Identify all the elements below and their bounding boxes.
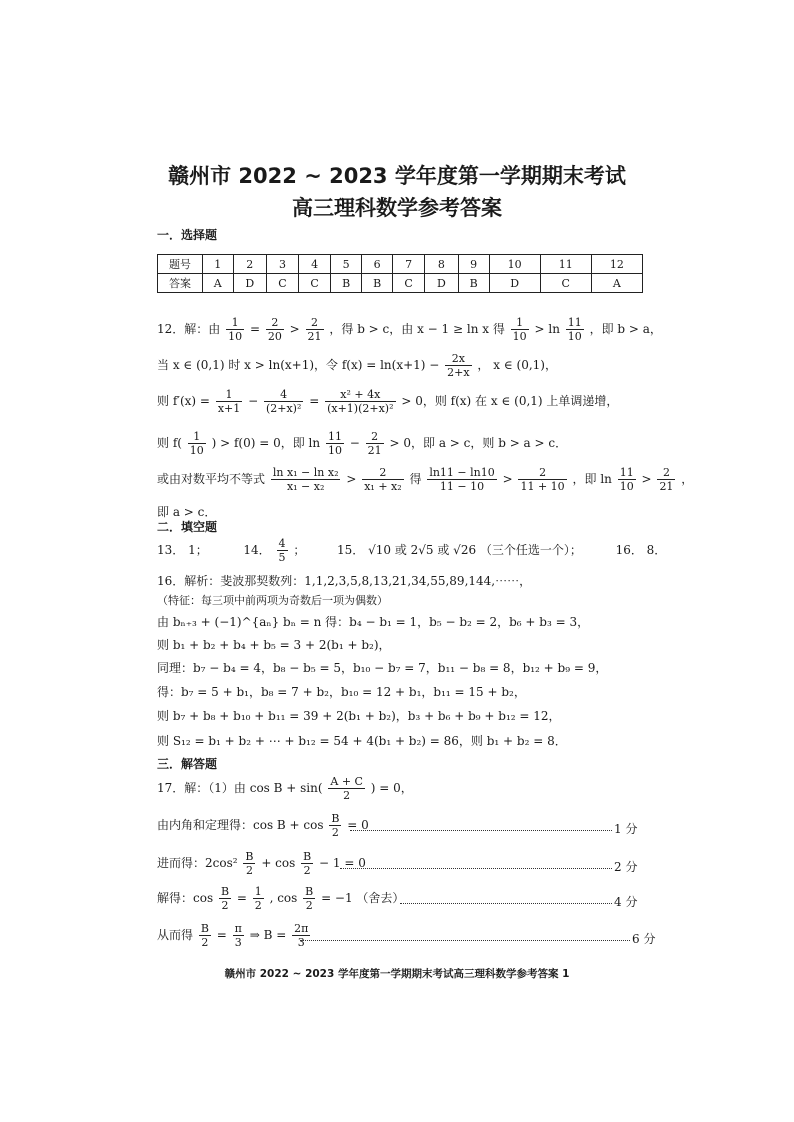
fraction: [362, 466, 403, 493]
fraction: [253, 885, 264, 912]
table-cell: B: [362, 274, 393, 293]
denominator: 2: [201, 936, 209, 949]
numerator: 2: [518, 466, 566, 480]
q17-line-1: [157, 775, 413, 802]
page-footer: 赣州市 2022 ~ 2023 学年度第一学期期末考试高三理科数学参考答案 1: [224, 968, 570, 980]
text: =: [216, 928, 227, 942]
q16-line-1: 16．解析：斐波那契数列：1,1,2,3,5,8,13,21,34,55,89,144,⋯⋯，: [157, 574, 532, 588]
numerator: A + C: [330, 775, 363, 788]
numerator: 2: [362, 466, 403, 480]
numerator: 2: [366, 430, 384, 444]
text: 则 f(: [157, 436, 182, 450]
fraction: [199, 922, 211, 949]
answer-15: 15． √10 或 2√5 或 √26 （三个任选一个）；: [337, 543, 582, 557]
denominator: 2+x: [447, 366, 470, 379]
table-cell: 1: [203, 255, 234, 274]
section-heading-choice: 一．选择题: [157, 228, 218, 242]
fraction: [306, 316, 324, 343]
score-label: 4 分: [614, 895, 638, 909]
table-header-cell: 答案: [158, 274, 203, 293]
q12-line-1: [157, 316, 662, 343]
q12-line-2: [157, 352, 557, 379]
q16-line-4: 则 b₁ + b₂ + b₄ + b₅ = 3 + 2(b₁ + b₂)，: [157, 638, 391, 652]
denominator: x₁ − x₂: [286, 480, 325, 493]
fraction: [301, 850, 313, 877]
text: ，得 b > c，由 x − 1 ≥ ln x 得: [329, 322, 505, 336]
fraction: [264, 388, 303, 415]
text: ， x ∈ (0,1)，: [477, 358, 557, 372]
fraction: [292, 922, 310, 949]
numerator: B: [331, 812, 340, 825]
denominator: x₁ + x₂: [364, 480, 402, 493]
leader-dots: [350, 830, 612, 831]
denominator: 10: [512, 330, 527, 343]
denominator: 11 + 10: [520, 480, 565, 493]
denominator: 10: [619, 480, 634, 493]
text: , cos: [269, 891, 298, 905]
denominator: 3: [234, 936, 242, 949]
numerator: B: [200, 922, 209, 935]
denominator: 10: [327, 444, 342, 457]
text: 由内角和定理得：cos B + cos: [157, 818, 324, 832]
denominator: 21: [659, 480, 674, 493]
denominator: 10: [189, 444, 204, 457]
table-cell: A: [591, 274, 642, 293]
answer-13: 13． 1；: [157, 543, 208, 557]
table-cell: 12: [591, 255, 642, 274]
denominator: 21: [307, 330, 322, 343]
score-label: 1 分: [614, 822, 638, 836]
table-cell: D: [489, 274, 540, 293]
numerator: x² + 4x: [325, 388, 395, 402]
numerator: 11: [327, 430, 342, 443]
text: = −1 （舍去）: [321, 891, 405, 905]
text: −: [248, 394, 259, 408]
document-subtitle: 高三理科数学参考答案: [292, 196, 502, 220]
q17-line-2: [157, 812, 369, 839]
denominator: 2: [331, 826, 339, 839]
denominator: (2+x)²: [265, 402, 302, 415]
q17-line-5: [157, 922, 312, 949]
fraction: [303, 885, 315, 912]
section-heading-fill: 二．填空题: [157, 520, 218, 534]
fraction: [243, 850, 255, 877]
text: ，: [681, 472, 694, 486]
q16-line-8: 则 S₁₂ = b₁ + b₂ + ⋯ + b₁₂ = 54 + 4(b₁ + b₂) = 86，则 b₁ + b₂ = 8．: [157, 734, 567, 748]
text: > 0，即 a > c，则 b > a > c．: [389, 436, 568, 450]
text: 得: [409, 472, 422, 486]
numerator: 1: [511, 316, 529, 330]
numerator: 2: [657, 466, 675, 480]
table-cell: A: [203, 274, 234, 293]
table-cell: C: [540, 274, 591, 293]
answer-table: [157, 254, 643, 293]
denominator: 2: [303, 864, 311, 877]
answer-14-label: 14．: [243, 543, 271, 557]
denominator: 2: [343, 789, 351, 802]
table-cell: 5: [331, 255, 362, 274]
denominator: 2: [254, 899, 262, 912]
text: = 0: [347, 818, 369, 832]
denominator: 21: [367, 444, 382, 457]
denominator: x+1: [217, 402, 241, 415]
table-cell: 10: [489, 255, 540, 274]
fraction: [326, 430, 344, 457]
table-cell: D: [425, 274, 458, 293]
text: >: [289, 322, 300, 336]
text: >: [641, 472, 652, 486]
numerator: B: [305, 885, 314, 898]
table-cell: B: [458, 274, 489, 293]
numerator: 4: [278, 537, 286, 550]
fraction: [233, 922, 244, 949]
q12-line-4: [157, 430, 567, 457]
fraction: [271, 466, 341, 493]
q12-line-6: 即 a > c．: [157, 505, 217, 519]
fraction: [219, 885, 231, 912]
text: ，即 ln: [572, 472, 612, 486]
denominator: 2: [245, 864, 253, 877]
q12-line-5: [157, 466, 693, 493]
numerator: 4: [264, 388, 303, 402]
fraction: [366, 430, 384, 457]
text: =: [236, 891, 247, 905]
table-cell: 2: [233, 255, 266, 274]
text: =: [309, 394, 320, 408]
numerator: 11: [567, 316, 582, 329]
denominator: 2: [221, 899, 229, 912]
text: 17．解：（1）由 cos B + sin(: [157, 781, 323, 795]
fraction: [188, 430, 206, 457]
fraction: [216, 388, 242, 415]
numerator: 2π: [294, 922, 309, 935]
text: + cos: [261, 856, 296, 870]
text: − 1 = 0: [319, 856, 366, 870]
numerator: 1: [216, 388, 242, 402]
table-cell: D: [233, 274, 266, 293]
denominator: 5: [278, 551, 286, 564]
q16-line-6: 得：b₇ = 5 + b₁，b₈ = 7 + b₂，b₁₀ = 12 + b₁，b₁₁ = 15 + b₂，: [157, 685, 526, 699]
fraction: [328, 775, 365, 802]
leader-dots: [340, 868, 612, 869]
fraction: [329, 812, 341, 839]
table-cell: 11: [540, 255, 591, 274]
denominator: (x+1)(2+x)²: [327, 402, 394, 415]
fraction: [657, 466, 675, 493]
fraction: [618, 466, 636, 493]
fraction: [511, 316, 529, 343]
numerator: π: [234, 922, 242, 935]
text: ) > f(0) = 0，即 ln: [211, 436, 321, 450]
numerator: B: [303, 850, 312, 863]
table-cell: 8: [425, 255, 458, 274]
score-label: 2 分: [614, 860, 638, 874]
text: ) = 0，: [370, 781, 413, 795]
numerator: 1: [188, 430, 206, 444]
numerator: 1: [226, 316, 244, 330]
section-heading-solve: 三．解答题: [157, 757, 218, 771]
denominator: 11 − 10: [439, 480, 485, 493]
numerator: B: [220, 885, 230, 898]
q12-line-3: [157, 388, 618, 415]
q16-line-7: 则 b₇ + b₈ + b₁₀ + b₁₁ = 39 + 2(b₁ + b₂)，b₃ + b₆ + b₉ + b₁₂ = 12，: [157, 709, 561, 723]
fraction: [566, 316, 584, 343]
score-label: 6 分: [632, 932, 656, 946]
table-cell: 3: [266, 255, 298, 274]
denominator: 3: [297, 936, 305, 949]
q16-line-5: 同理：b₇ − b₄ = 4，b₈ − b₅ = 5，b₁₀ − b₇ = 7，b₁₁ − b₈ = 8，b₁₂ + b₉ = 9，: [157, 661, 608, 675]
fill-answers: [157, 537, 666, 564]
text: 则 f′(x) =: [157, 394, 210, 408]
q16-line-2: （特征：每三项中前两项为奇数后一项为偶数）: [157, 594, 388, 607]
text: 或由对数平均不等式: [157, 472, 266, 486]
fraction: [427, 466, 496, 493]
q17-line-3: [157, 850, 366, 877]
numerator: ln x₁ − ln x₂: [272, 466, 339, 479]
numerator: 2x: [445, 352, 471, 366]
fraction: [445, 352, 471, 379]
fraction: [325, 388, 395, 415]
document-title: 赣州市 2022 ~ 2023 学年度第一学期期末考试: [168, 164, 626, 188]
table-cell: 7: [393, 255, 425, 274]
text: =: [249, 322, 260, 336]
denominator: 10: [567, 330, 582, 343]
text: ；: [293, 543, 306, 557]
numerator: 1: [254, 885, 262, 898]
denominator: 20: [267, 330, 282, 343]
numerator: B: [245, 850, 254, 863]
text: 进而得：2cos²: [157, 856, 238, 870]
fraction: [277, 537, 288, 564]
table-cell: B: [331, 274, 362, 293]
table-row-numbers: [158, 255, 643, 274]
table-cell: C: [299, 274, 331, 293]
numerator: 2: [266, 316, 284, 330]
q16-line-3: 由 bₙ₊₃ + (−1)^{aₙ} bₙ = n 得：b₄ − b₁ = 1，b₅ − b₂ = 2，b₆ + b₃ = 3，: [157, 615, 590, 629]
fraction: [226, 316, 244, 343]
text: > ln: [534, 322, 560, 336]
text: ，即 b > a，: [589, 322, 662, 336]
table-cell: 6: [362, 255, 393, 274]
table-cell: 9: [458, 255, 489, 274]
text: 解得：cos: [157, 891, 214, 905]
numerator: 11: [619, 466, 634, 479]
table-row-answers: [158, 274, 643, 293]
text: >: [502, 472, 513, 486]
text: 12．解：由: [157, 322, 221, 336]
text: −: [349, 436, 360, 450]
leader-dots: [400, 903, 612, 904]
table-cell: C: [393, 274, 425, 293]
denominator: 10: [228, 330, 243, 343]
leader-dots: [300, 940, 630, 941]
fraction: [518, 466, 566, 493]
answer-16: 16． 8．: [615, 543, 667, 557]
text: >: [346, 472, 357, 486]
denominator: 2: [305, 899, 313, 912]
numerator: ln11 − ln10: [429, 466, 495, 479]
table-cell: C: [266, 274, 298, 293]
table-cell: 4: [299, 255, 331, 274]
numerator: 2: [306, 316, 324, 330]
text: 当 x ∈ (0,1) 时 x > ln(x+1)，令 f(x) = ln(x+1) −: [157, 358, 440, 372]
text: > 0，则 f(x) 在 x ∈ (0,1) 上单调递增，: [401, 394, 619, 408]
q17-line-4: [157, 885, 404, 912]
text: ⇒ B =: [249, 928, 287, 942]
table-header-cell: 题号: [158, 255, 203, 274]
text: 从而得: [157, 928, 194, 942]
fraction: [266, 316, 284, 343]
